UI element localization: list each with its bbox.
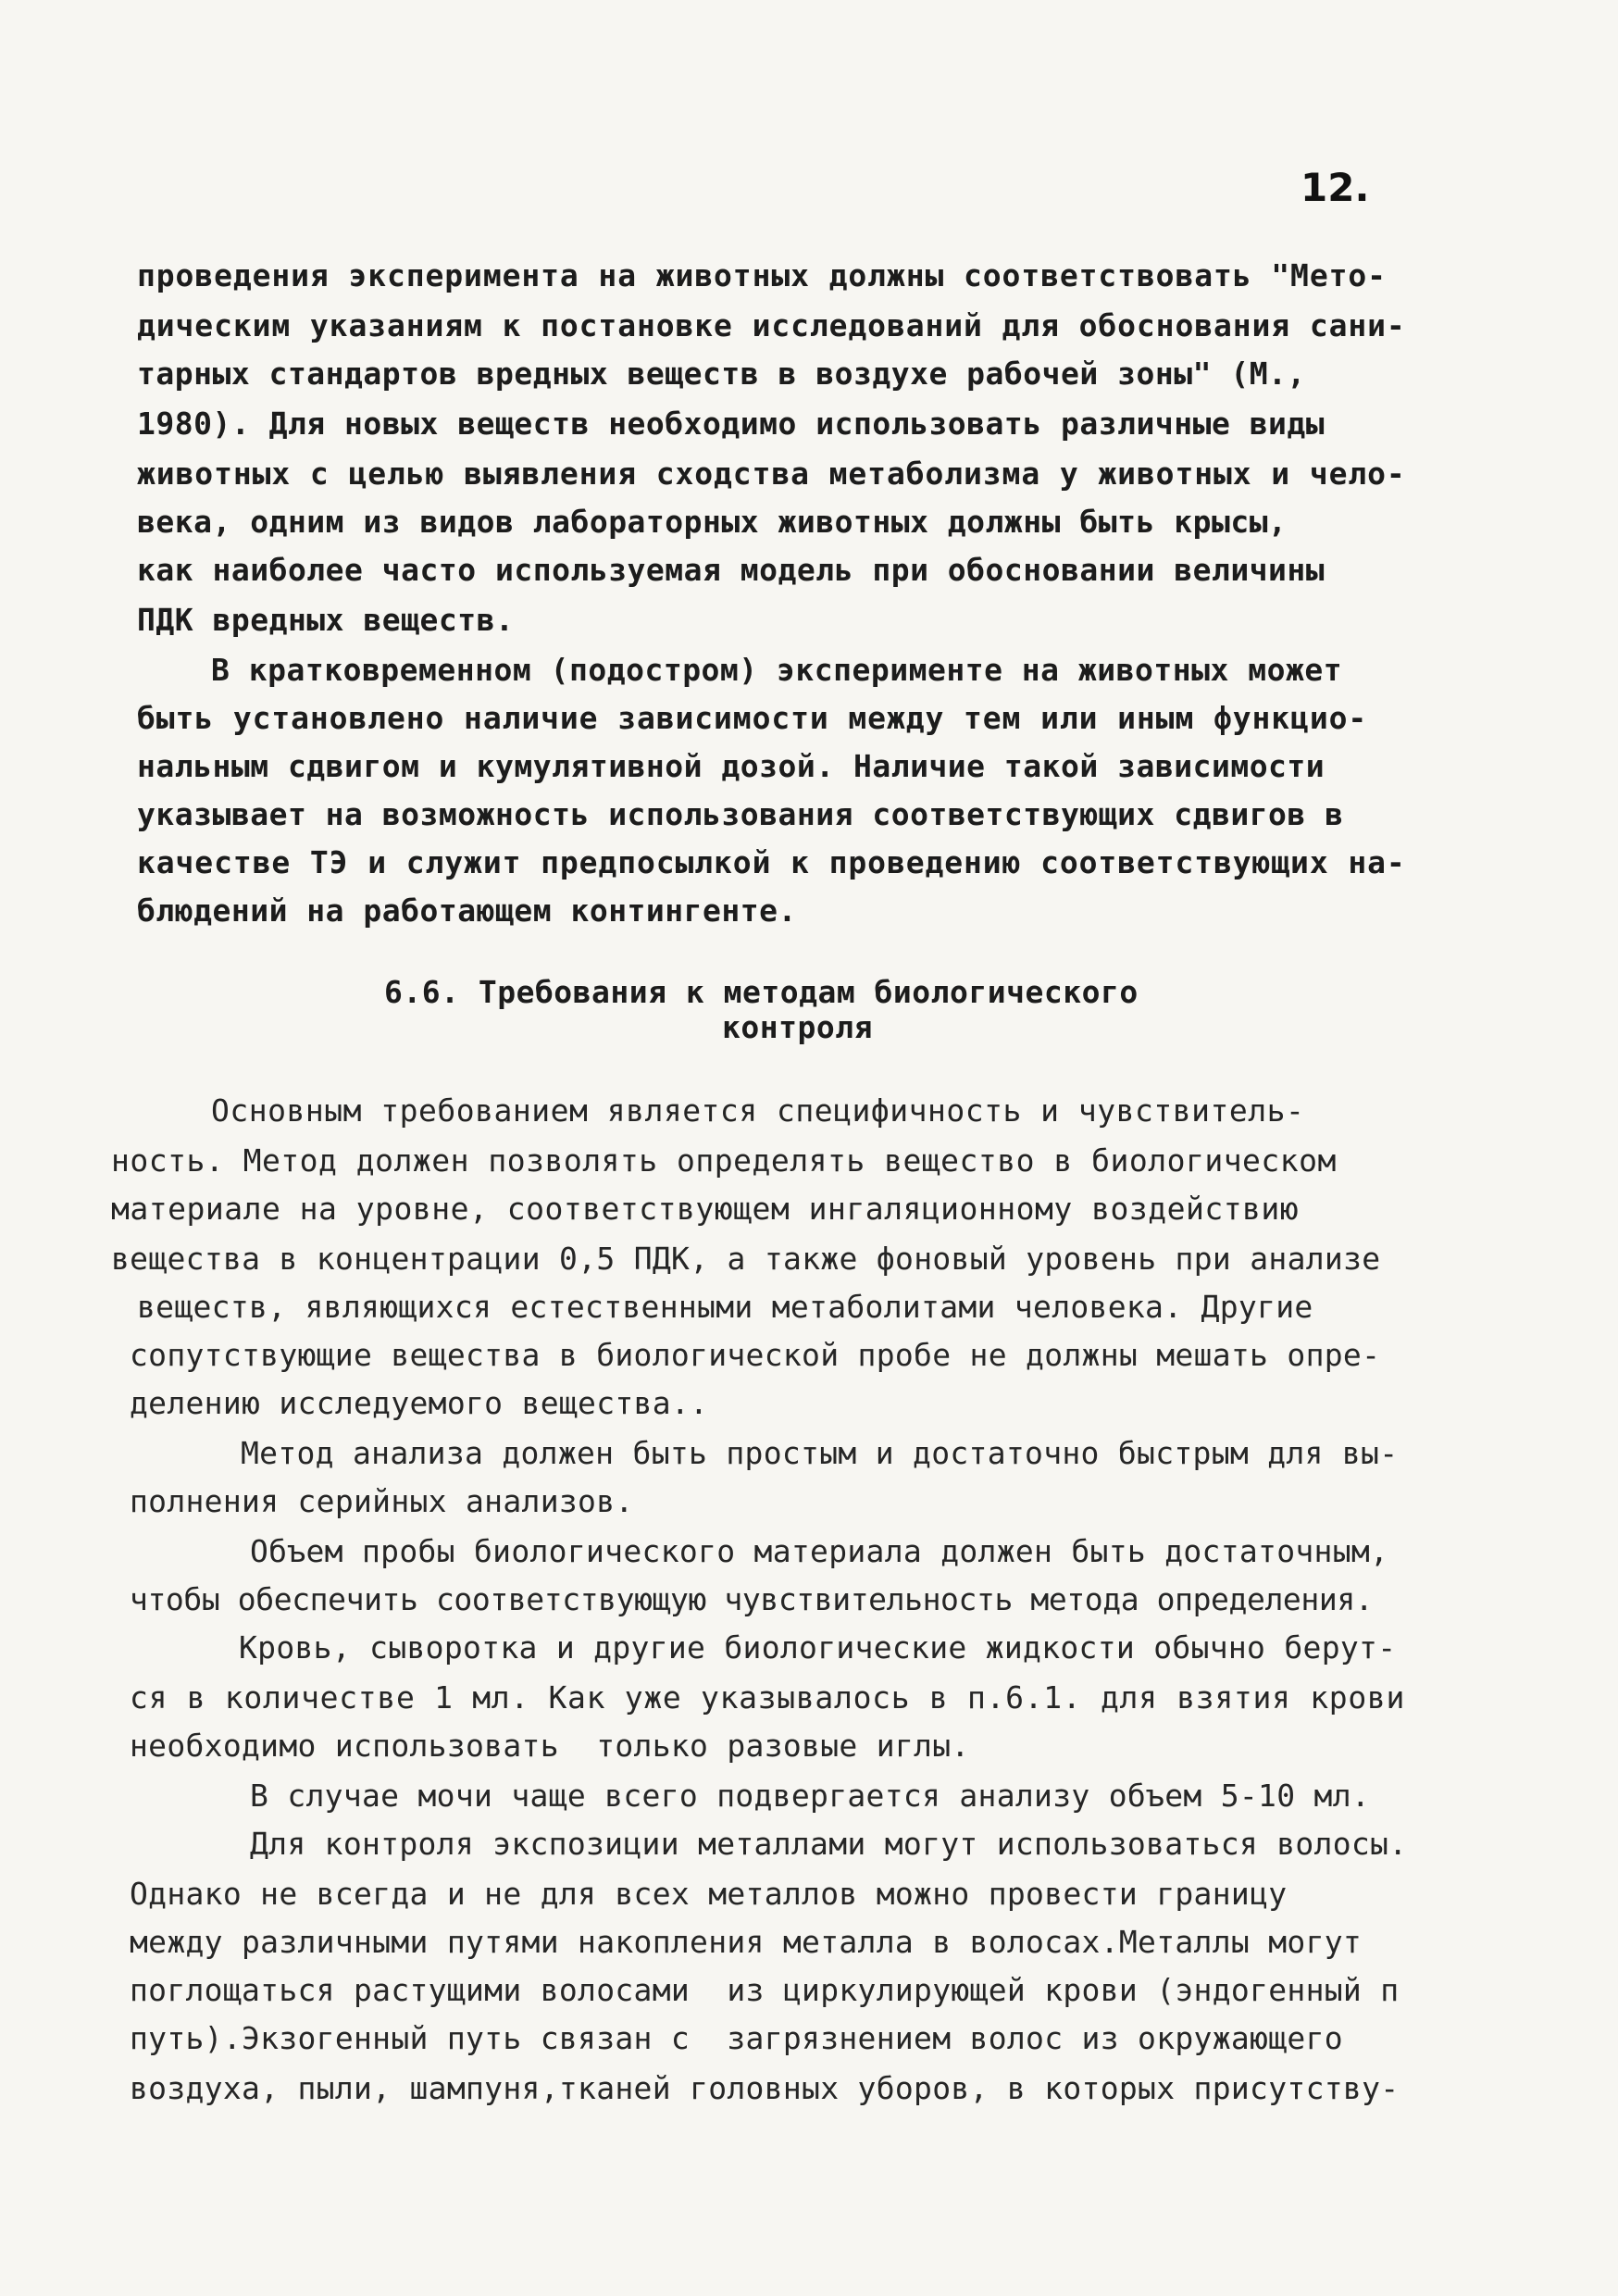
text-line: веществ, являющихся естественными метаболитами человека. Другие <box>137 1289 1313 1325</box>
text-line: тарных стандартов вредных веществ в воздухе рабочей зоны" (М., <box>137 356 1306 392</box>
text-line: Объем пробы биологического материала должен быть достаточным, <box>250 1533 1389 1569</box>
text-line: проведения эксперимента на животных должны соответствовать "Мето- <box>137 257 1387 293</box>
text-line: века, одним из видов лабораторных животных должны быть крысы, <box>137 504 1288 540</box>
text-line: путь).Экзогенный путь связан с загрязнением волос из окружающего <box>130 2020 1343 2056</box>
text-line: Метод анализа должен быть простым и достаточно быстрым для вы- <box>241 1435 1399 1471</box>
text-line: В случае мочи чаще всего подвергается анализу объем 5-10 мл. <box>250 1778 1371 1814</box>
text-line: дическим указаниям к постановке исследований для обоснования сани- <box>137 307 1406 343</box>
text-line: качестве ТЭ и служит предпосылкой к проведению соответствующих на- <box>137 844 1406 880</box>
page-number: 12. <box>1301 165 1370 210</box>
section-heading: 6.6. Требования к методам биологического <box>384 974 1139 1010</box>
text-line: быть установлено наличие зависимости между тем или иным функцио- <box>137 700 1368 736</box>
text-line: блюдений на работающем контингенте. <box>137 892 797 929</box>
text-line: указывает на возможность использования соответствующих сдвигов в <box>137 796 1344 832</box>
text-line: Для контроля экспозиции металлами могут использоваться волосы. <box>250 1826 1408 1862</box>
text-line: вещества в концентрации 0,5 ПДК, а также фоновый уровень при анализе <box>111 1241 1381 1277</box>
text-line: Основным требованием является специфичность и чувствитель- <box>211 1092 1305 1129</box>
text-line: поглощаться растущими волосами из циркулирующей крови (эндогенный п <box>130 1972 1400 2008</box>
text-line: полнения серийных анализов. <box>130 1483 634 1519</box>
text-line: как наиболее часто используемая модель при обосновании величины <box>137 552 1326 588</box>
text-line: ПДК вредных веществ. <box>137 602 515 638</box>
text-line: воздуха, пыли, шампуня,тканей головных уборов, в которых присутству- <box>130 2070 1400 2106</box>
text-line: ность. Метод должен позволять определять вещество в биологическом <box>111 1142 1337 1179</box>
text-line: Кровь, сыворотка и другие биологические жидкости обычно берут- <box>239 1629 1397 1666</box>
text-line: Однако не всегда и не для всех металлов можно провести границу <box>130 1876 1288 1912</box>
section-heading-continued: контроля <box>722 1009 873 1045</box>
text-line: животных с целью выявления сходства метаболизма у животных и чело- <box>137 455 1406 492</box>
text-line: сопутствующие вещества в биологической пробе не должны мешать опре- <box>130 1337 1381 1373</box>
text-line: нальным сдвигом и кумулятивной дозой. Наличие такой зависимости <box>137 748 1326 784</box>
text-line: чтобы обеспечить соответствующую чувствительность метода определения. <box>130 1581 1374 1617</box>
text-line: делению исследуемого вещества.. <box>130 1385 709 1421</box>
text-line: материале на уровне, соответствующем ингаляционному воздействию <box>111 1191 1300 1227</box>
text-line: ся в количестве 1 мл. Как уже указывалось в п.6.1. для взятия крови <box>130 1679 1406 1716</box>
text-line: необходимо использовать только разовые иглы. <box>130 1728 970 1764</box>
text-line: 1980). Для новых веществ необходимо использовать различные виды <box>137 406 1326 442</box>
text-line: В кратковременном (подостром) эксперименте на животных может <box>211 652 1343 688</box>
text-line: между различными путями накопления металла в волосах.Металлы могут <box>130 1924 1363 1960</box>
